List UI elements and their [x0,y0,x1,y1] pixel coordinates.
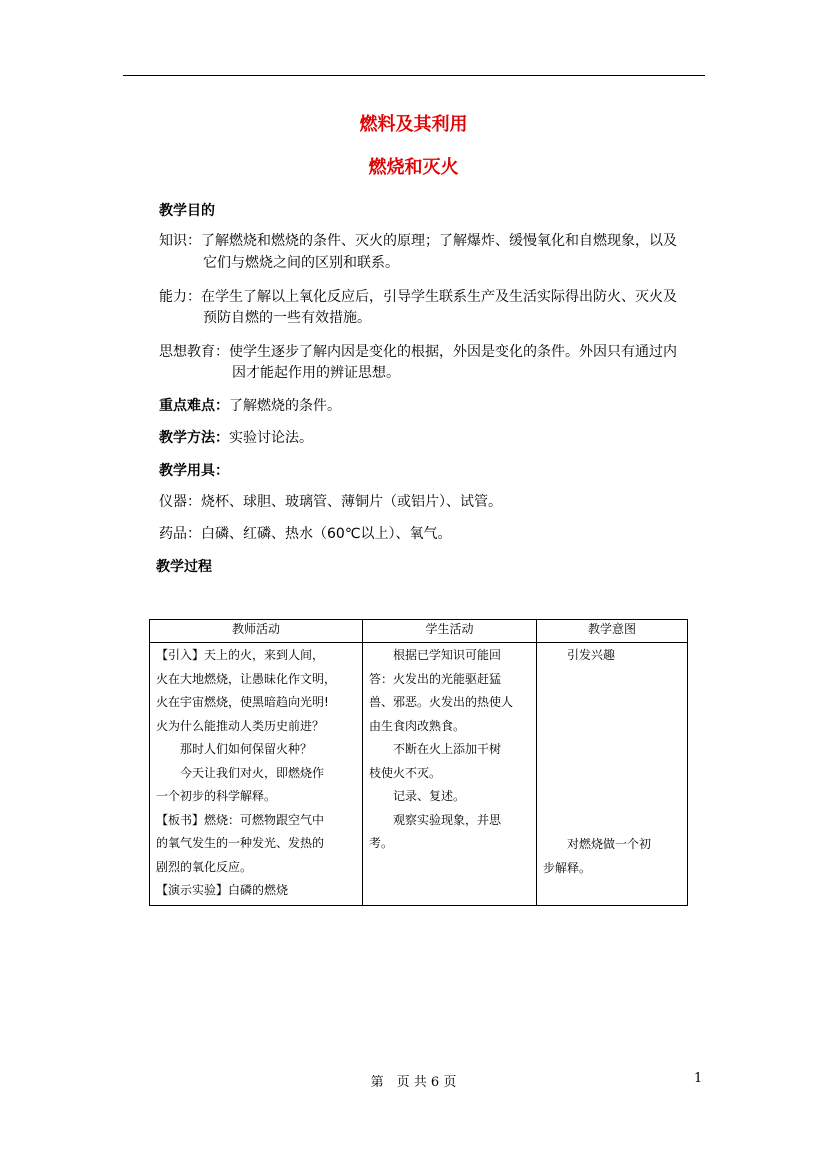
knowledge-label: 知识： [159,233,201,249]
knowledge-line-2: 它们与燃烧之间的区别和联系。 [203,255,399,271]
knowledge-text-1: 了解燃烧和燃烧的条件、灭火的原理；了解爆炸、缓慢氧化和自燃现象，以及 [201,233,677,249]
document-title: 燃料及其利用 [359,114,468,135]
student-line: 考。 [369,836,394,850]
teacher-activity-cell [150,643,363,906]
chemicals-text: 白磷、红磷、热水（60℃以上）、氧气。 [201,526,452,542]
teacher-line: 今天让我们对火，即燃烧作 [180,765,325,780]
knowledge-line-1 [159,229,677,253]
student-line: 答：火发出的光能驱赶猛 [369,671,502,686]
process-heading: 教学过程 [156,559,212,575]
method-label: 教学方法： [159,430,229,446]
teaching-method [159,426,313,450]
ability-label: 能力： [159,289,201,305]
teacher-line: 【演示实验】白磷的燃烧 [156,883,289,897]
teacher-line: 剧烈的氧化反应。 [156,859,253,874]
ability-line-2: 预防自燃的一些有效措施。 [203,310,371,326]
student-line: 枝使火不灭。 [369,765,442,780]
chemicals [159,522,452,546]
key-points-text: 了解燃烧的条件。 [229,398,341,414]
student-line: 由生食肉改熟食。 [369,718,466,733]
student-line: 观察实验现象，并思 [393,812,502,827]
section-teaching-goal: 教学目的 [159,203,215,219]
teacher-line: 火在宇宙燃烧，使黑暗趋向光明! [156,695,329,709]
teacher-line: 的氧气发生的一种发光、发热的 [156,836,325,850]
ideology-label: 思想教育： [159,344,229,360]
teacher-line: 【板书】燃烧：可燃物跟空气中 [156,812,325,827]
lesson-table [149,619,688,906]
tools-heading: 教学用具： [159,463,229,479]
instruments-label: 仪器： [159,494,201,510]
student-line: 兽、邪恶。火发出的热使人 [369,695,514,709]
intent-line: 步解释。 [543,861,592,875]
teacher-line: 那时人们如何保留火种？ [180,742,313,756]
intent-cell [537,643,688,906]
student-line: 记录、复述。 [393,789,466,803]
header-teacher: 教师活动 [150,620,363,643]
student-activity-cell [363,643,537,906]
teacher-line: 【引入】天上的火，来到人间， [156,648,325,662]
header-intent: 教学意图 [537,620,688,643]
instruments-text: 烧杯、球胆、玻璃管、薄铜片（或铝片）、试管。 [201,494,502,510]
student-line: 不断在火上添加干树 [393,742,502,756]
header-student: 学生活动 [363,620,537,643]
intent-line: 对燃烧做一个初 [567,837,652,851]
student-line: 根据已学知识可能回 [393,648,502,662]
document-subtitle: 燃烧和灭火 [368,157,459,178]
table-row [150,643,688,906]
method-text: 实验讨论法。 [229,430,313,446]
instruments [159,490,502,514]
key-points-label: 重点难点： [159,398,229,414]
page-footer: 第 页 共 6 页 [370,1075,457,1090]
key-points [159,394,341,418]
chemicals-label: 药品： [159,526,201,542]
teacher-line: 一个初步的科学解释。 [156,789,277,803]
ideology-text-1: 使学生逐步了解内因是变化的根据，外因是变化的条件。外因只有通过内 [229,344,677,360]
teacher-line: 火为什么能推动人类历史前进？ [156,718,325,733]
page-number: 1 [694,1071,703,1086]
header-rule [123,75,705,76]
ideology-line-2: 因才能起作用的辨证思想。 [232,365,400,381]
intent-line: 引发兴趣 [567,648,616,662]
table-header-row [150,620,688,643]
teacher-line: 火在大地燃烧，让愚昧化作文明， [156,671,337,686]
ability-text-1: 在学生了解以上氧化反应后，引导学生联系生产及生活实际得出防火、灭火及 [201,289,677,305]
